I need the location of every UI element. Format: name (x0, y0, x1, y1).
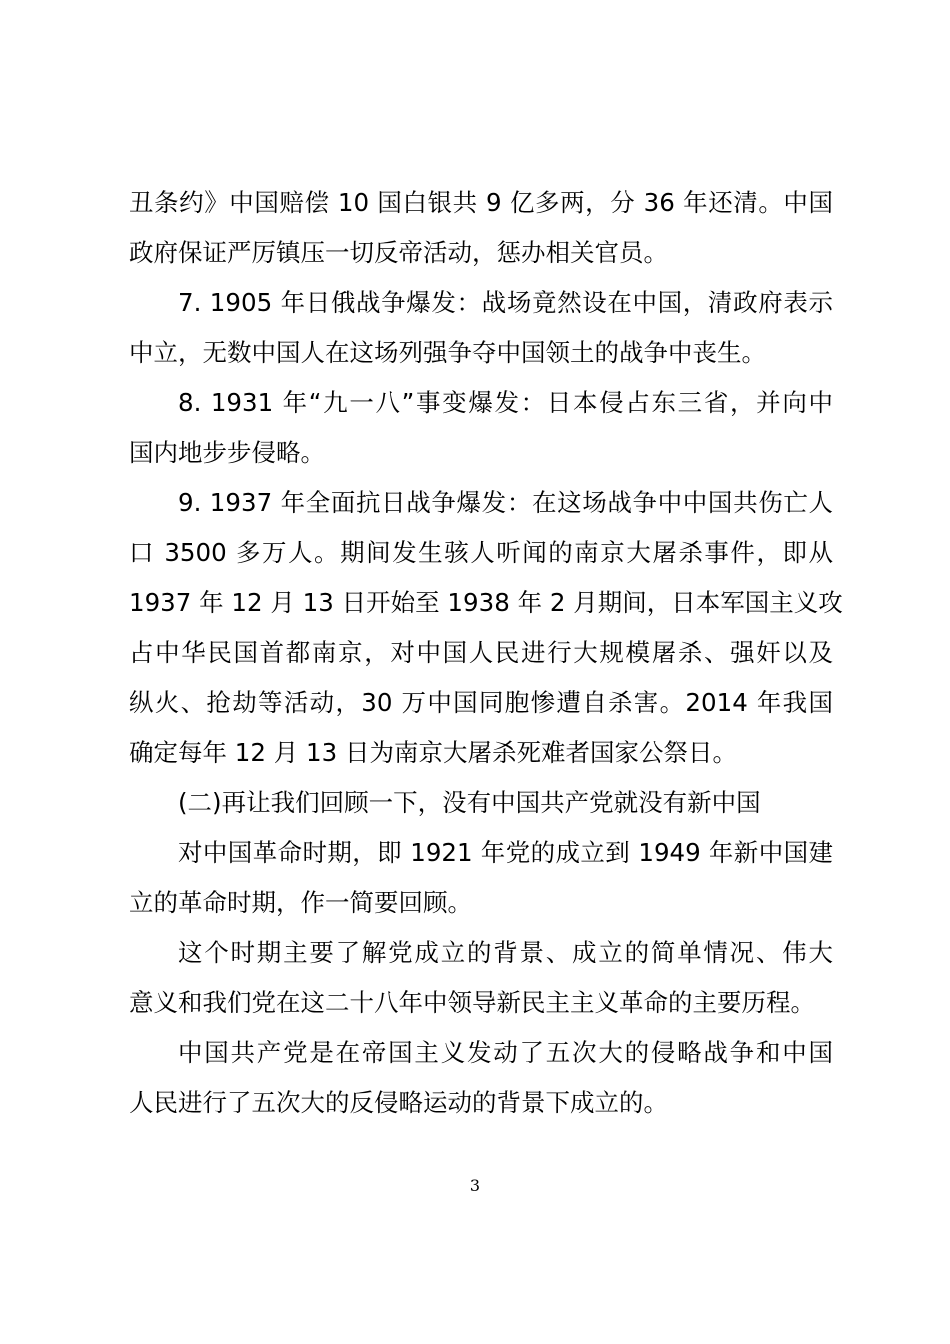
text-line: 中国共产党是在帝国主义发动了五次大的侵略战争和中国 (178, 1038, 833, 1067)
text-line: 8. 1931 年“九一八”事变爆发：日本侵占东三省，并向中 (178, 388, 833, 417)
text-line: 7. 1905 年日俄战争爆发：战场竟然设在中国，清政府表示 (178, 288, 833, 317)
text-line: 政府保证严厉镇压一切反帝活动，惩办相关官员。 (129, 238, 668, 267)
text-line: (二)再让我们回顾一下，没有中国共产党就没有新中国 (178, 788, 761, 817)
text-line: 国内地步步侵略。 (129, 438, 325, 467)
text-line: 9. 1937 年全面抗日战争爆发：在这场战争中中国共伤亡人 (178, 488, 833, 517)
text-line: 中立，无数中国人在这场列强争夺中国领土的战争中丧生。 (129, 338, 766, 367)
text-line: 人民进行了五次大的反侵略运动的背景下成立的。 (129, 1088, 668, 1117)
text-line: 丑条约》中国赔偿 10 国白银共 9 亿多两，分 36 年还清。中国 (129, 188, 833, 217)
document-body (129, 178, 843, 1128)
text-line: 纵火、抢劫等活动，30 万中国同胞惨遭自杀害。2014 年我国 (129, 688, 833, 717)
page-number: 3 (469, 1176, 481, 1195)
text-line: 这个时期主要了解党成立的背景、成立的简单情况、伟大 (178, 938, 833, 967)
text-line: 意义和我们党在这二十八年中领导新民主主义革命的主要历程。 (129, 988, 815, 1017)
text-line: 1937 年 12 月 13 日开始至 1938 年 2 月期间，日本军国主义攻 (129, 588, 843, 617)
text-line: 口 3500 多万人。期间发生骇人听闻的南京大屠杀事件，即从 (129, 538, 833, 567)
text-line: 立的革命时期，作一简要回顾。 (129, 888, 472, 917)
text-line: 占中华民国首都南京，对中国人民进行大规模屠杀、强奸以及 (129, 638, 833, 667)
text-line: 对中国革命时期，即 1921 年党的成立到 1949 年新中国建 (178, 838, 833, 867)
text-line: 确定每年 12 月 13 日为南京大屠杀死难者国家公祭日。 (129, 738, 737, 767)
